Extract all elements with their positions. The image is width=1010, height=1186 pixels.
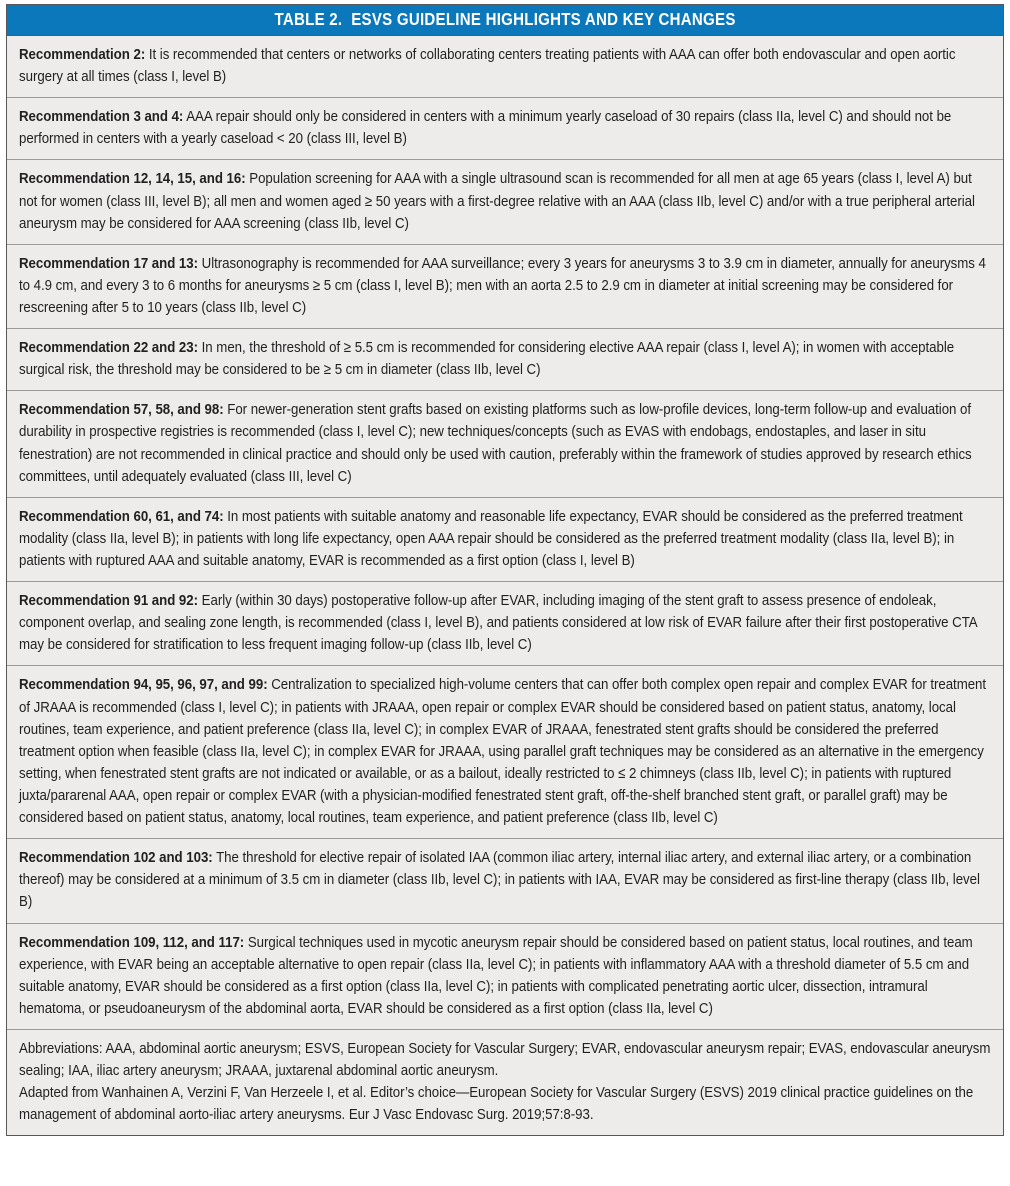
recommendation-body: Population screening for AAA with a single ultrasound scan is recommended for all men at age 65 years (class I, level A) but not for women (class III, level B); all men and women aged ≥ 50 years with a first-degree relative with an AAA (class IIb, level C) and/or with a true peripheral arterial aneurysm may be considered for AAA screening (class IIb, level C)	[19, 170, 975, 232]
abbreviations-text: Abbreviations: AAA, abdominal aortic aneurysm; ESVS, European Society for Vascular Surgery; EVAR, endovascular aneurysm repair; EVAS, endovascular aneurysm sealing; IAA, iliac artery aneurysm; JRAAA, juxtarenal abdominal aortic aneurysm.	[19, 1039, 991, 1080]
recommendation-text	[19, 847, 991, 913]
table-row	[7, 329, 1003, 391]
recommendation-text	[19, 337, 991, 381]
recommendation-label: Recommendation 91 and 92:	[19, 592, 199, 610]
recommendation-text	[19, 168, 991, 234]
recommendation-body: It is recommended that centers or networks of collaborating centers treating patients with AAA can offer both endovascular and open aortic surgery at all times (class I, level B)	[19, 46, 956, 86]
recommendation-label: Recommendation 60, 61, and 74:	[19, 507, 224, 525]
recommendation-text	[19, 253, 991, 319]
recommendation-text	[19, 932, 991, 1020]
recommendation-body: AAA repair should only be considered in centers with a minimum yearly caseload of 30 repairs (class IIa, level C) and should not be performed in centers with a yearly caseload < 20 (class III, level B)	[19, 108, 952, 148]
recommendation-body: In men, the threshold of ≥ 5.5 cm is recommended for considering elective AAA repair (class I, level A); in women with acceptable surgical risk, the threshold may be considered to be ≥ 5 cm in diameter (class IIb, level C)	[19, 339, 955, 379]
recommendation-text	[19, 399, 991, 487]
recommendation-label: Recommendation 17 and 13:	[19, 254, 199, 272]
recommendation-label: Recommendation 22 and 23:	[19, 339, 199, 357]
recommendation-body: Centralization to specialized high-volume centers that can offer both complex open repair and complex EVAR for treatment of JRAAA is recommended (class I, level C); in patients with JRAAA, open repair or complex EVAR should be considered based on patient status, anatomy, local routines, team experience, and patient preference (class IIa, level C); in complex EVAR of JRAAA, fenestrated stent grafts should be considered the preferred treatment option when feasible (class IIa, level C); in complex EVAR for JRAAA, using parallel graft techniques may be considered as an alternative in the emergency setting, when fenestrated stent grafts are not indicated or available, or as a bailout, ideally restricted to ≤ 2 chimneys (class IIb, level C); in patients with ruptured juxta/pararenal AAA, open repair or complex EVAR (with a physician-modified fenestrated stent graft, off-the-shelf branched stent graft, or parallel graft) may be considered based on patient status, anatomy, local routines, team experience, and patient preference (class IIb, level C)	[19, 676, 987, 827]
recommendation-text	[19, 106, 991, 150]
source-citation-text: Adapted from Wanhainen A, Verzini F, Van Herzeele I, et al. Editor’s choice—European Society for Vascular Surgery (ESVS) 2019 clinical practice guidelines on the management of abdominal aorto-iliac artery aneurysms. Eur J Vasc Endovasc Surg. 2019;57:8-93.	[19, 1084, 974, 1124]
recommendation-label: Recommendation 94, 95, 96, 97, and 99:	[19, 676, 268, 694]
recommendation-body: Surgical techniques used in mycotic aneurysm repair should be considered based on patient status, local routines, and team experience, with EVAR being an acceptable alternative to open repair (class IIa, level C); in patients with inflammatory AAA with a threshold diameter of 5.5 cm and suitable anatomy, EVAR should be considered as a first option (class IIa, level C); in patients with complicated penetrating aortic ulcer, dissection, intramural hematoma, or pseudoaneurysm of the abdominal aorta, EVAR should be considered as a first option (class IIa, level C)	[19, 933, 973, 1017]
recommendation-text	[19, 674, 991, 829]
recommendation-text	[19, 506, 991, 572]
recommendation-body: Early (within 30 days) postoperative follow-up after EVAR, including imaging of the stent graft to assess presence of endoleak, component overlap, and sealing zone length, is recommended (class I, level B), and patients considered at low risk of EVAR failure after their first postoperative CTA may be considered for stratification to less frequent imaging follow-up (class IIb, level C)	[19, 592, 977, 654]
recommendation-label: Recommendation 3 and 4:	[19, 108, 184, 126]
table-footnote	[7, 1030, 1003, 1135]
table-row	[7, 839, 1003, 923]
table-body	[7, 36, 1003, 1135]
table-row	[7, 245, 1003, 329]
recommendation-label: Recommendation 102 and 103:	[19, 849, 213, 867]
table-row	[7, 391, 1003, 497]
table-header-banner	[7, 5, 1003, 36]
recommendation-body: The threshold for elective repair of isolated IAA (common iliac artery, internal iliac artery, and external iliac artery, or a combination thereof) may be considered at a minimum of 3.5 cm in diameter (class IIb, level C); in patients with IAA, EVAR may be considered as first-line therapy (class IIb, level B)	[19, 849, 980, 911]
table-row	[7, 498, 1003, 582]
table-row	[7, 160, 1003, 244]
table-row	[7, 924, 1003, 1030]
guideline-table	[6, 4, 1004, 1136]
table-title: TABLE 2. ESVS GUIDELINE HIGHLIGHTS AND KEY CHANGES	[274, 9, 736, 30]
recommendation-label: Recommendation 12, 14, 15, and 16:	[19, 170, 246, 188]
recommendation-text	[19, 590, 991, 656]
recommendation-label: Recommendation 57, 58, and 98:	[19, 401, 224, 419]
table-row	[7, 666, 1003, 839]
recommendation-body: Ultrasonography is recommended for AAA surveillance; every 3 years for aneurysms 3 to 3.9 cm in diameter, annually for aneurysms 4 to 4.9 cm, and every 3 to 6 months for aneurysms ≥ 5 cm (class I, level B); men with an aorta 2.5 to 2.9 cm in diameter at initial screening may be considered for rescreening after 5 to 10 years (class IIb, level C)	[19, 254, 986, 316]
recommendation-body: For newer-generation stent grafts based on existing platforms such as low-profile devices, long-term follow-up and evaluation of durability in prospective registries is recommended (class I, level C); new techniques/concepts (such as EVAS with endobags, endostaples, and laser in situ fenestration) are not recommended in clinical practice and should only be used with caution, preferably within the framework of studies approved by research ethics committees, until adequately evaluated (class III, level C)	[19, 401, 972, 485]
table-row	[7, 98, 1003, 160]
recommendation-body: In most patients with suitable anatomy and reasonable life expectancy, EVAR should be considered as the preferred treatment modality (class IIa, level B); in patients with long life expectancy, open AAA repair should be considered as the preferred treatment modality (class IIa, level B); in patients with ruptured AAA and suitable anatomy, EVAR is recommended as a first option (class I, level B)	[19, 507, 963, 569]
recommendation-label: Recommendation 2:	[19, 46, 146, 63]
table-row	[7, 36, 1003, 98]
table-row	[7, 582, 1003, 666]
recommendation-text	[19, 44, 991, 88]
recommendation-label: Recommendation 109, 112, and 117:	[19, 933, 245, 951]
